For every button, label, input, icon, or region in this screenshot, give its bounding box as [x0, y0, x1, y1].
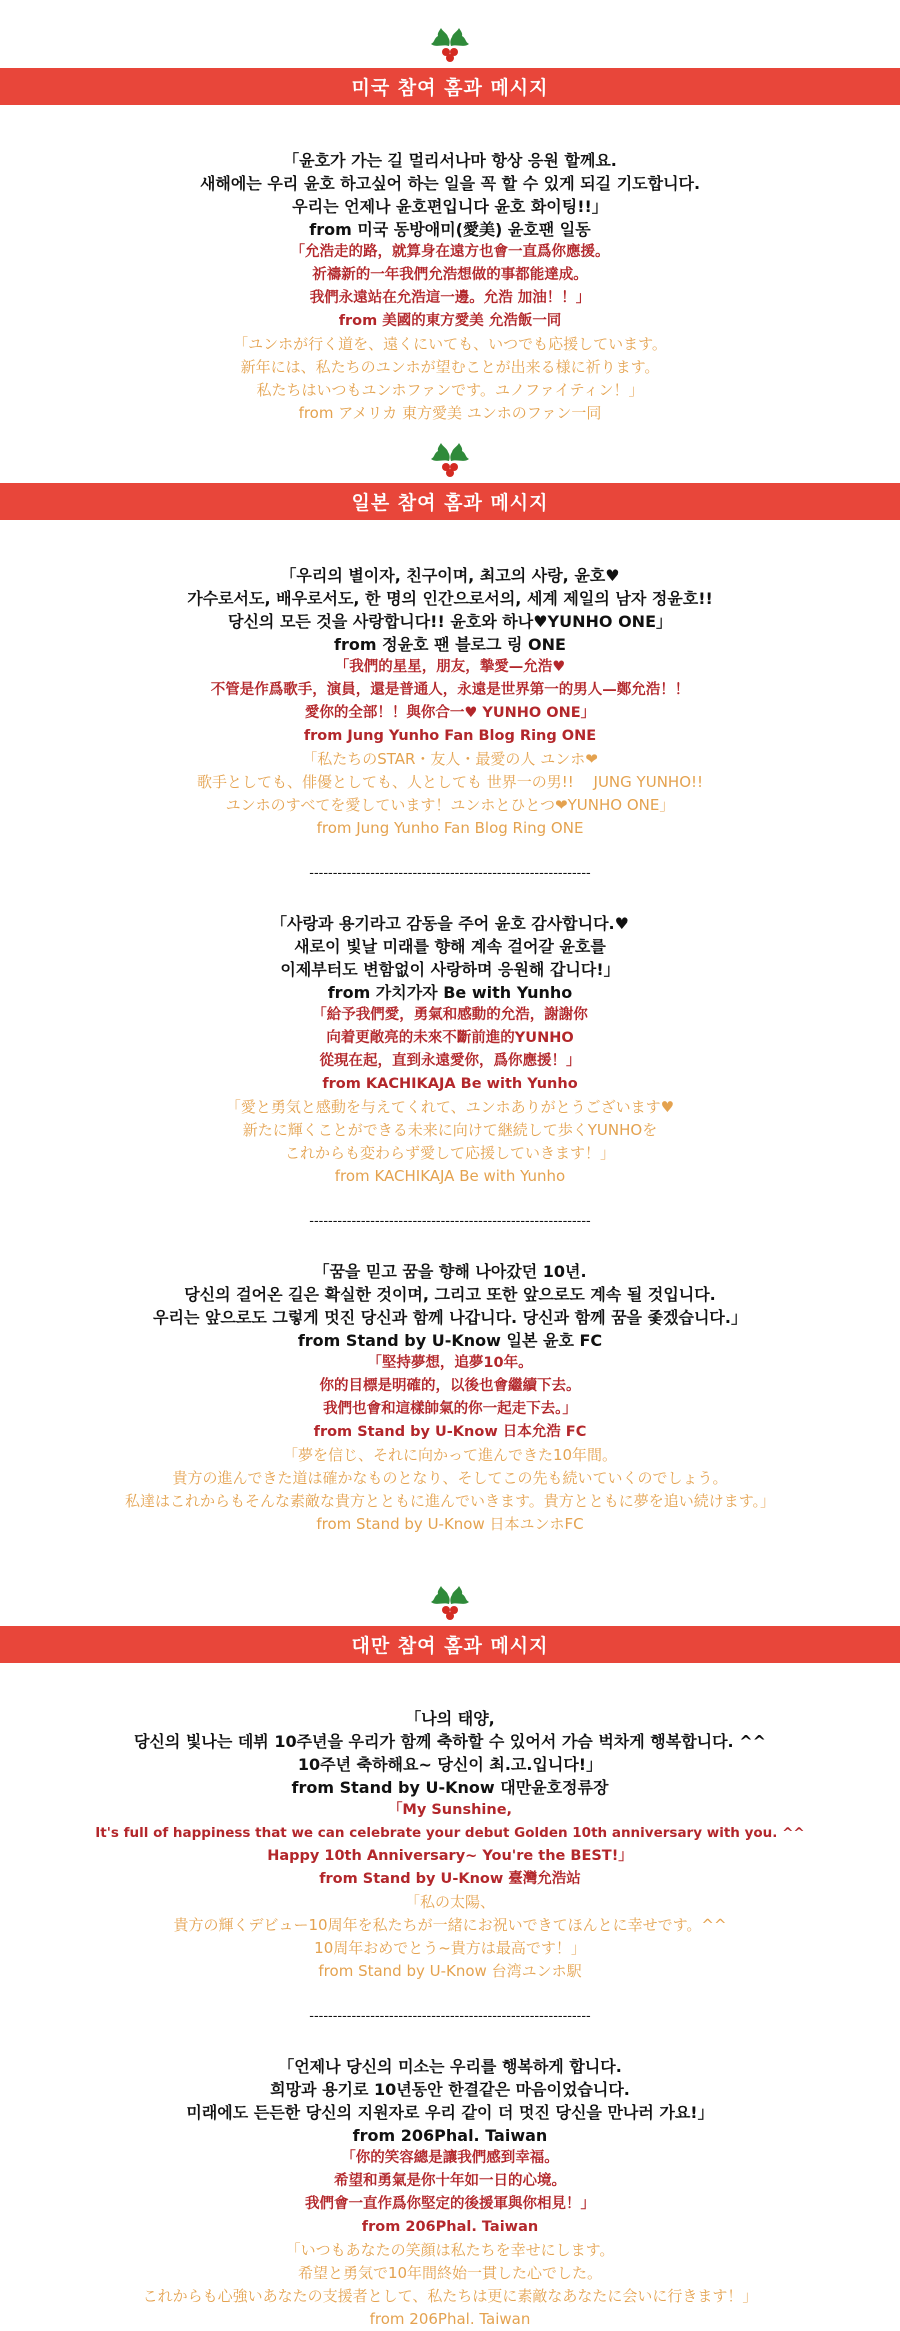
korean-line: 당신의 모든 것을 사랑합니다!! 윤호와 하나♥YUNHO ONE」: [228, 612, 672, 631]
japanese-line: 貴方の進んできた道は確かなものとなり、そしてこの先も続いていくのでしょう。: [172, 1469, 728, 1487]
chinese-from: from 206Phal. Taiwan: [361, 2219, 539, 2235]
korean-line: 「꿈을 믿고 꿈을 향해 나아갔던 10년.: [313, 1262, 587, 1281]
holly-icon: [0, 22, 900, 68]
japanese-line: 私たちはいつもユンホファンです。ユノファイティン！」: [256, 381, 644, 399]
japanese-from: from Jung Yunho Fan Blog Ring ONE: [316, 819, 584, 837]
korean-line: 우리는 언제나 윤호편입니다 윤호 화이팅!!」: [292, 197, 608, 216]
divider: ------------------------------------------------------------: [309, 2009, 591, 2024]
korean-line: 「윤호가 가는 길 멀리서나마 항상 응원 할께요.: [283, 151, 617, 170]
chinese-line: 我們會一直作爲你堅定的後援軍與你相見！」: [305, 2196, 595, 2212]
korean-from: from 206Phal. Taiwan: [352, 2126, 548, 2145]
korean-from: from 미국 동방애미(愛美) 윤호팬 일동: [309, 220, 591, 239]
korean-from: from Stand by U-Know 일본 윤호 FC: [297, 1331, 603, 1350]
chinese-line: 「My Sunshine,: [387, 1802, 513, 1818]
japanese-line: 貴方の輝くデビュー10周年を私たちが一緒にお祝いできてほんとに幸せです。^^: [173, 1916, 727, 1934]
japanese-from: from 206Phal. Taiwan: [369, 2310, 531, 2328]
holly-icon: [0, 1580, 900, 1626]
korean-line: 이제부터도 변함없이 사랑하며 응원해 갑니다!」: [280, 960, 620, 979]
section-title: 일본 참여 홈과 메시지: [351, 492, 549, 514]
korean-line: 미래에도 든든한 당신의 지원자로 우리 같이 더 멋진 당신을 만나러 가요!」: [186, 2103, 714, 2122]
japanese-line: 「夢を信じ、それに向かって進んできた10年間。: [282, 1446, 618, 1464]
korean-from: from Stand by U-Know 대만윤호정류장: [291, 1778, 609, 1797]
korean-from: from 가치가자 Be with Yunho: [327, 983, 573, 1002]
korean-line: 가수로서도, 배우로서도, 한 명의 인간으로서의, 세계 제일의 남자 정윤호!!: [187, 589, 713, 608]
message-block: [0, 912, 900, 1188]
chinese-line: 「堅持夢想，追夢10年。: [367, 1355, 533, 1371]
korean-line: 당신의 빛나는 데뷔 10주년을 우리가 함께 축하할 수 있어서 가슴 벅차게 행복합니다. ^^: [133, 1732, 767, 1751]
divider: ------------------------------------------------------------: [309, 1214, 591, 1229]
korean-line: 10주년 축하해요~ 당신이 최.고.입니다!」: [297, 1755, 603, 1774]
japanese-from: from アメリカ 東方愛美 ユンホのファン一同: [298, 404, 602, 422]
holly-icon: [0, 437, 900, 483]
chinese-line: It's full of happiness that we can celebrate your debut Golden 10th anniversary with you. ^^: [95, 1825, 805, 1841]
japanese-line: 「私たちのSTAR・友人・最愛の人 ユンホ❤: [302, 750, 598, 768]
message-block: [0, 149, 900, 425]
chinese-line: 「你的笑容總是讓我們感到幸福。: [341, 2150, 559, 2166]
japanese-line: 10周年おめでとう~貴方は最高です！」: [314, 1939, 586, 1957]
chinese-line: Happy 10th Anniversary~ You're the BEST!」: [267, 1848, 633, 1864]
section-title-bar: [0, 483, 900, 520]
chinese-line: 不管是作爲歌手，演員，還是普通人，永遠是世界第一的男人—鄭允浩！！: [210, 682, 690, 698]
japanese-from: from Stand by U-Know 台湾ユンホ駅: [318, 1962, 582, 1980]
korean-line: 「사랑과 용기라고 감동을 주어 윤호 감사합니다.♥: [271, 914, 629, 933]
japanese-line: 私達はこれからもそんな素敵な貴方とともに進んでいきます。貴方とともに夢を追い続けます。」: [124, 1492, 776, 1510]
japanese-line: 「ユンホが行く道を、遠くにいても、いつでも応援しています。: [233, 335, 667, 353]
japanese-line: 「愛と勇気と感動を与えてくれて、ユンホありがとうございます♥: [225, 1098, 675, 1116]
japanese-line: 歌手としても、俳優としても、人としても 世界一の男!! JUNG YUNHO!!: [196, 773, 704, 791]
chinese-line: 「我們的星星，朋友，摯愛—允浩♥: [334, 659, 566, 675]
chinese-line: 我們永遠站在允浩這一邊。允浩 加油！！」: [309, 290, 591, 306]
japanese-line: これからも変わらず愛して応援していきます！」: [284, 1144, 615, 1162]
chinese-line: 希望和勇氣是你十年如一日的心境。: [334, 2173, 566, 2189]
japanese-line: 「私の太陽、: [404, 1893, 495, 1911]
chinese-line: 愛你的全部！！與你合一♥ YUNHO ONE」: [304, 705, 596, 721]
chinese-line: 「允浩走的路，就算身在遠方也會一直爲你應援。: [290, 244, 610, 260]
section-title: 미국 참여 홈과 메시지: [351, 77, 549, 99]
chinese-from: from Jung Yunho Fan Blog Ring ONE: [303, 728, 597, 744]
chinese-line: 從現在起，直到永遠愛你，爲你應援！」: [319, 1053, 581, 1069]
chinese-line: 我們也會和這樣帥氣的你一起走下去。」: [323, 1401, 577, 1417]
japanese-from: from KACHIKAJA Be with Yunho: [334, 1167, 566, 1185]
message-block: [0, 1260, 900, 1536]
chinese-from: from 美國的東方愛美 允浩飯一同: [338, 313, 562, 329]
korean-line: 우리는 앞으로도 그렇게 멋진 당신과 함께 나갑니다. 당신과 함께 꿈을 좇겠습니다.」: [153, 1308, 747, 1327]
chinese-from: from KACHIKAJA Be with Yunho: [322, 1076, 578, 1092]
chinese-from: from Stand by U-Know 日本允浩 FC: [313, 1424, 587, 1440]
korean-line: 희망과 용기로 10년동안 한결같은 마음이었습니다.: [270, 2080, 630, 2099]
chinese-line: 「給予我們愛，勇氣和感動的允浩，謝謝你: [312, 1007, 588, 1023]
chinese-line: 你的目標是明確的，以後也會繼續下去。: [319, 1378, 581, 1394]
korean-line: 새로이 빛날 미래를 향해 계속 걸어갈 윤호를: [294, 937, 606, 956]
japanese-from: from Stand by U-Know 日本ユンホFC: [316, 1515, 584, 1533]
korean-line: 새해에는 우리 윤호 하고싶어 하는 일을 꼭 할 수 있게 되길 기도합니다.: [199, 174, 701, 193]
japanese-line: 希望と勇気で10年間終始一貫した心でした。: [297, 2264, 603, 2282]
section-title: 대만 참여 홈과 메시지: [351, 1635, 549, 1657]
korean-from: from 정윤호 팬 블로그 링 ONE: [334, 635, 566, 654]
korean-line: 당신의 걸어온 길은 확실한 것이며, 그리고 또한 앞으로도 계속 될 것입니다.: [184, 1285, 716, 1304]
section-title-bar: [0, 68, 900, 105]
message-block: [0, 564, 900, 840]
chinese-from: from Stand by U-Know 臺灣允浩站: [319, 1871, 581, 1887]
japanese-line: これからも心強いあなたの支援者として、私たちは更に素敵なあなたに会いに行きます！」: [142, 2287, 758, 2305]
chinese-line: 祈禱新的一年我們允浩想做的事都能達成。: [312, 267, 588, 283]
japanese-line: 新たに輝くことができる未来に向けて継続して歩くYUNHOを: [242, 1121, 658, 1139]
korean-line: 「나의 태양,: [405, 1709, 495, 1728]
message-block: [0, 1707, 900, 1983]
divider: ------------------------------------------------------------: [309, 866, 591, 881]
japanese-line: ユンホのすべてを愛しています！ユンホとひとつ❤YUNHO ONE」: [225, 796, 675, 814]
message-block: [0, 2055, 900, 2331]
korean-line: 「언제나 당신의 미소는 우리를 행복하게 합니다.: [278, 2057, 622, 2076]
korean-line: 「우리의 별이자, 친구이며, 최고의 사랑, 윤호♥: [280, 566, 620, 585]
chinese-line: 向着更敞亮的未來不斷前進的YUNHO: [326, 1030, 574, 1046]
japanese-line: 「いつもあなたの笑顔は私たちを幸せにします。: [285, 2241, 615, 2259]
japanese-line: 新年には、私たちのユンホが望むことが出来る様に祈ります。: [240, 358, 660, 376]
section-title-bar: [0, 1626, 900, 1663]
